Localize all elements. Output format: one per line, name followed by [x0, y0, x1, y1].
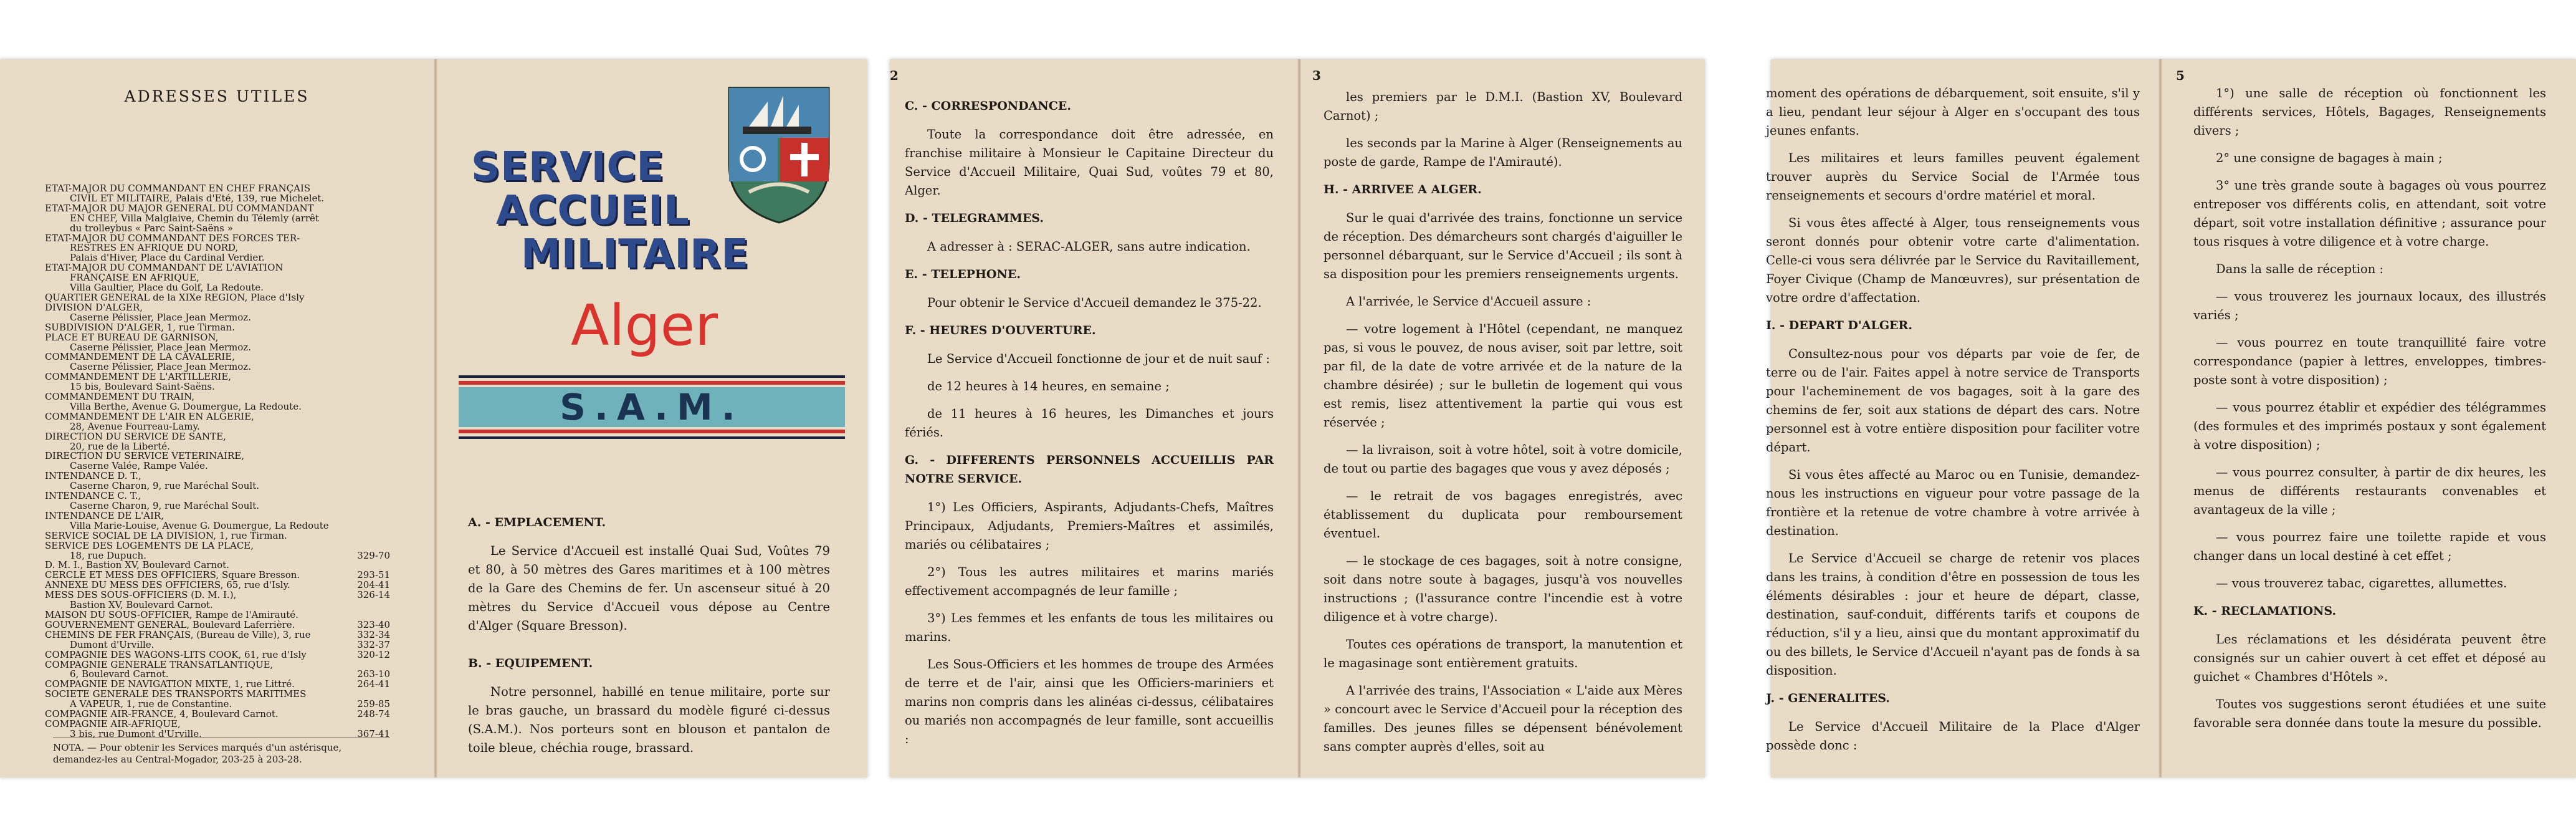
address-phone	[353, 402, 390, 412]
title-line-service: SERVICE	[471, 144, 665, 190]
paragraph: — vous trouverez les journaux locaux, des illustrés variés ;	[2193, 289, 2546, 322]
cover-sections	[468, 508, 830, 766]
section-heading: G. - DIFFERENTS PERSONNELS ACCUEILLIS PAR NOTRE SERVICE.	[905, 453, 1274, 486]
address-text: ETAT-MAJOR DU COMMANDANT DES FORCES TER-	[45, 232, 300, 244]
address-phone	[353, 392, 390, 402]
paragraph: Dans la salle de réception :	[2216, 262, 2384, 276]
paragraph: A adresser à : SERAC-ALGER, sans autre indication.	[927, 239, 1251, 254]
paragraph: moment des opérations de débarquement, soit ensuite, s'il y a lieu, pendant leur séjour à Alger en s'occupant des tous jeunes enfants.	[1766, 86, 2140, 138]
paragraph: Le Service d'Accueil Militaire de la Place d'Alger possède donc :	[1766, 719, 2140, 753]
paragraph: Si vous êtes affecté à Alger, tous renseignements vous seront donnés pour obtenir votre carte d'alimentation. Celle-ci vous sera délivrée par le Service du Ravitaillement, Foyer Civique (Champ de Manœuvres), sur présentation de votre ordre d'affectation.	[1766, 216, 2140, 305]
section-a-heading: A. - EMPLACEMENT.	[468, 516, 606, 529]
address-phone	[353, 313, 390, 323]
paragraph: — vous pourrez en toute tranquillité faire votre correspondance (papier à lettres, enveloppes, timbres-poste sont à votre disposition) ;	[2193, 335, 2546, 387]
addresses-note: NOTA. — Pour obtenir les Services marqués d'un astérisque, demandez-les au Central-Mogador, 203-25 à 203-28.	[53, 738, 390, 766]
address-text: INTENDANCE D. T.,	[45, 470, 141, 482]
cover-city: Alger	[571, 293, 718, 358]
address-phone	[353, 243, 390, 253]
section-heading: H. - ARRIVEE A ALGER.	[1324, 183, 1482, 196]
address-text: Caserne Pélissier, Place Jean Mermoz.	[70, 361, 251, 373]
address-phone	[353, 451, 390, 461]
paragraph: Sur le quai d'arrivée des trains, fonctionne un service de réception. Des démarcheurs sont chargés d'aiguiller le personnel débarquant, sur le Service d'Accueil ; ils sont à sa disposition pour les premiers renseignements urgents.	[1324, 211, 1682, 281]
address-phone	[353, 303, 390, 313]
address-list	[45, 184, 390, 739]
paragraph: Le Service d'Accueil se charge de retenir vos places dans les trains, à condition d'être en possession de tous les éléments désirables : jour et heure de départ, classe, destination, sauf-conduit, différents tarifs et coupons de réduction, s'il y a lieu, ainsi que du montant approximatif du ou des billets, le Service d'Accueil n'ayant pas de fonds à sa disposition.	[1766, 551, 2140, 678]
cover-title	[471, 145, 749, 276]
section-heading: I. - DEPART D'ALGER.	[1766, 319, 1912, 332]
address-phone	[353, 442, 390, 452]
address-phone: 248-74	[357, 708, 390, 720]
address-phone	[353, 214, 390, 224]
address-text: INTENDANCE DE L'AIR,	[45, 509, 164, 521]
address-phone	[353, 362, 390, 372]
paragraph: Toutes ces opérations de transport, la manutention et le magasinage sont entièrement gratuits.	[1324, 637, 1682, 670]
address-phone	[353, 224, 390, 234]
address-text: DIRECTION DU SERVICE DE SANTE,	[45, 430, 226, 442]
page-5	[2159, 59, 2576, 777]
address-text: COMMANDEMENT DE LA CAVALERIE,	[45, 351, 235, 363]
address-text: DIRECTION DU SERVICE VETERINAIRE,	[45, 450, 245, 462]
addresses-panel	[0, 59, 434, 777]
page-3-text	[1324, 88, 1682, 765]
address-text: Caserne Pélissier, Place Jean Mermoz.	[70, 311, 251, 323]
address-text: Palais d'Hiver, Place du Cardinal Verdier.	[70, 252, 265, 264]
page-number: 2	[890, 68, 899, 83]
address-text: du trolleybus « Parc Saint-Saëns »	[70, 222, 233, 234]
address-phone	[353, 372, 390, 382]
address-phone	[353, 600, 390, 610]
address-phone: 329-70	[357, 549, 390, 561]
address-text: SOCIETE GENERALE DES TRANSPORTS MARITIMES	[45, 688, 307, 700]
paragraph: Les Sous-Officiers et les hommes de troupe des Armées de terre et de l'air, ainsi que les Officiers-mariniers et marins non compris dans les alinéas ci-dessus, célibataires ou mariés non accompagnés de leur famille, sont accueillis :	[905, 657, 1274, 746]
address-text: CHEMINS DE FER FRANÇAIS, (Bureau de Ville), 3, rue	[45, 628, 311, 640]
address-text: 28, Avenue Fourreau-Lamy.	[70, 420, 200, 432]
page-number: 5	[2176, 68, 2185, 83]
cover-panel	[434, 59, 867, 777]
address-phone: 264-41	[357, 678, 390, 690]
paragraph: 2° une consigne de bagages à main ;	[2216, 151, 2443, 165]
address-phone	[353, 491, 390, 501]
address-phone	[353, 501, 390, 511]
section-heading: K. - RECLAMATIONS.	[2193, 604, 2337, 618]
brochure-sheet-left	[0, 59, 867, 777]
armband-text: S.A.M.	[560, 386, 744, 428]
address-phone	[353, 184, 390, 194]
section-b-text: Notre personnel, habillé en tenue militaire, porte sur le bras gauche, un brassard du modèle figuré ci-dessus (S.A.M.). Nos porteurs sont en blouson et pantalon de toile bleue, chéchia rouge, brassard.	[468, 685, 830, 755]
paragraph: — la livraison, soit à votre hôtel, soit à votre domicile, de tout ou partie des bagages que vous y avez déposés ;	[1324, 443, 1682, 476]
paragraph: A l'arrivée, le Service d'Accueil assure :	[1346, 294, 1591, 309]
paragraph: Toutes vos suggestions seront étudiées et une suite favorable sera donnée dans toute la mesure du possible.	[2193, 697, 2546, 730]
brochure-sheet-right	[1766, 59, 2576, 777]
section-heading: D. - TELEGRAMMES.	[905, 211, 1044, 225]
title-line-militaire: MILITAIRE	[521, 231, 750, 277]
paragraph: les premiers par le D.M.I. (Bastion XV, Boulevard Carnot) ;	[1324, 90, 1682, 123]
address-text: ANNEXE DU MESS DES OFFICIERS, 65, rue d'Isly.	[45, 579, 290, 591]
page-4-text	[1766, 84, 2140, 764]
address-text: Caserne Charon, 9, rue Maréchal Soult.	[70, 480, 259, 492]
address-phone: 367-41	[357, 728, 390, 739]
address-text: 18, rue Dupuch.	[70, 549, 146, 561]
paragraph: 3° une très grande soute à bagages où vous pourrez entreposer vos différents colis, en attendant, soit votre départ, soit votre installation définitive ; assurance pour tous risques à votre diligence et à votre charge.	[2193, 178, 2546, 249]
address-text: Villa Berthe, Avenue G. Doumergue, La Redoute.	[70, 400, 302, 412]
addresses-title: ADRESSES UTILES	[124, 87, 310, 105]
section-heading: J. - GENERALITES.	[1766, 691, 1890, 705]
address-text: EN CHEF, Villa Malglaive, Chemin du Télemly (arrêt	[70, 212, 319, 224]
address-text: 3 bis, rue Dumont d'Urville.	[70, 728, 202, 739]
address-text: Caserne Pélissier, Place Jean Mermoz.	[70, 341, 251, 353]
address-text: COMMANDEMENT DU TRAIN,	[45, 391, 195, 403]
address-text: COMPAGNIE DE NAVIGATION MIXTE, 1, rue Littré.	[45, 678, 295, 690]
paragraph: — votre logement à l'Hôtel (cependant, ne manquez pas, si vous le pouvez, de nous aviser, soit par lettre, soit par fil, de la date de votre arrivée et de la nature de la chambre désirée) ; sur le bulletin de logement qui vous est remis, lisez attentivement la partie qui vous est réservée ;	[1324, 322, 1682, 430]
address-text: ETAT-MAJOR DU MAJOR GENERAL DU COMMANDANT	[45, 202, 314, 214]
address-phone: 332-34	[357, 628, 390, 640]
address-phone	[353, 194, 390, 204]
paragraph: 2°) Tous les autres militaires et marins mariés effectivement accompagnés de leur famille ;	[905, 565, 1274, 598]
armband-emblem	[459, 375, 845, 378]
paragraph: — vous trouverez tabac, cigarettes, allumettes.	[2216, 576, 2507, 590]
section-b-heading: B. - EQUIPEMENT.	[468, 657, 593, 670]
address-text: 6, Boulevard Carnot.	[70, 668, 169, 680]
address-phone	[353, 343, 390, 353]
paragraph: Les réclamations et les désidérata peuvent être consignés sur un cahier ouvert à cet effet et déposé au guichet « Chambres d'Hôtels ».	[2193, 632, 2546, 684]
paragraph: — vous pourrez consulter, à partir de dix heures, les menus de différents restaurants convenables et avantageux de la ville ;	[2193, 465, 2546, 517]
address-text: COMPAGNIE DES WAGONS-LITS COOK, 61, rue d'Isly	[45, 648, 307, 660]
address-text: MESS DES SOUS-OFFICIERS (D. M. I.),	[45, 589, 237, 601]
address-text: Villa Marie-Louise, Avenue G. Doumergue, La Redoute	[70, 519, 329, 531]
address-phone	[353, 531, 390, 541]
address-phone	[353, 521, 390, 531]
address-text: SERVICE DES LOGEMENTS DE LA PLACE,	[45, 539, 254, 551]
paragraph: Le Service d'Accueil fonctionne de jour et de nuit sauf :	[927, 352, 1270, 366]
address-phone: 323-40	[357, 618, 390, 630]
address-text: 20, rue de la Liberté.	[70, 440, 170, 452]
address-phone	[353, 283, 390, 293]
address-phone	[353, 204, 390, 214]
section-a-text: Le Service d'Accueil est installé Quai Sud, Voûtes 79 et 80, à 50 mètres des Gares maritimes et à 100 mètres de la Gare des Chemins de fer. Un ascenseur situé à 20 mètres du Service d'Accueil vous dépose au Centre d'Alger (Square Bresson).	[468, 544, 830, 633]
page-2-text	[905, 92, 1274, 758]
address-text: Caserne Charon, 9, rue Maréchal Soult.	[70, 500, 259, 511]
address-phone	[353, 293, 390, 303]
address-phone	[353, 481, 390, 491]
address-text: ETAT-MAJOR DU COMMANDANT EN CHEF FRANÇAIS	[45, 183, 311, 194]
address-text: INTENDANCE C. T.,	[45, 490, 141, 502]
address-text: D. M. I., Bastion XV, Boulevard Carnot.	[45, 559, 229, 571]
crest-emblem	[724, 83, 834, 225]
address-text: COMPAGNIE GENERALE TRANSATLANTIQUE,	[45, 658, 274, 670]
address-phone: 204-41	[357, 579, 390, 591]
section-heading: C. - CORRESPONDANCE.	[905, 99, 1071, 113]
paragraph: — le retrait de vos bagages enregistrés, avec établissement du duplicata pour remboursement éventuel.	[1324, 489, 1682, 541]
address-phone	[353, 382, 390, 392]
address-phone	[353, 422, 390, 432]
address-phone	[353, 273, 390, 283]
brochure-sheet-middle	[890, 59, 1705, 777]
address-phone	[353, 511, 390, 521]
page-number: 3	[1312, 68, 1321, 83]
address-phone	[353, 352, 390, 362]
address-text: SUBDIVISION D'ALGER, 1, rue Tirman.	[45, 321, 235, 333]
page-3	[1297, 59, 1705, 777]
address-text: Caserne Valée, Rampe Valée.	[70, 460, 208, 472]
address-text: COMMANDEMENT DE L'AIR EN ALGERIE,	[45, 410, 254, 422]
address-text: COMMANDEMENT DE L'ARTILLERIE,	[45, 371, 232, 383]
address-text: Dumont d'Urville.	[70, 638, 155, 650]
paragraph: les seconds par la Marine à Alger (Renseignements au poste de garde, Rampe de l'Amirauté).	[1324, 136, 1682, 169]
paragraph: 1°) une salle de réception où fonctionnent les différents services, Hôtels, Bagages, Renseignements divers ;	[2193, 86, 2546, 138]
page-4	[1766, 59, 2159, 777]
paragraph: — vous pourrez établir et expédier des télégrammes (des formules et des imprimés postaux y sont également à votre disposition) ;	[2193, 400, 2546, 452]
paragraph: — le stockage de ces bagages, soit à notre consigne, soit dans notre soute à bagages, jusqu'à vos nouvelles instructions ; (l'assurance contre l'incendie est à votre diligence et à votre charge).	[1324, 554, 1682, 624]
address-phone: 259-85	[357, 698, 390, 710]
address-text: 15 bis, Boulevard Saint-Saëns.	[70, 381, 215, 393]
address-text: COMPAGNIE AIR-FRANCE, 4, Boulevard Carnot.	[45, 708, 279, 720]
paragraph: Les militaires et leurs familles peuvent également trouver auprès du Service Social de l'Armée tous renseignements et secours d'ordre matériel et moral.	[1766, 151, 2140, 203]
address-phone: 293-51	[357, 569, 390, 581]
address-phone	[353, 323, 390, 333]
paragraph: Consultez-nous pour vos départs par voie de fer, de terre ou de l'air. Faites appel à notre service de Transports pour l'acheminement de vos bagages, soit à la gare des chemins de fer, soit aux stations de départ des cars. Notre personnel est à votre entière disposition pour faciliter votre départ.	[1766, 347, 2140, 455]
page-5-text	[2193, 84, 2546, 741]
address-text: Villa Gaultier, Place du Golf, La Redoute.	[70, 282, 264, 294]
address-phone: 263-10	[357, 668, 390, 680]
address-phone: 326-14	[357, 589, 390, 601]
paragraph: de 11 heures à 16 heures, les Dimanches et jours fériés.	[905, 407, 1274, 440]
address-phone	[353, 263, 390, 273]
address-text: GOUVERNEMENT GENERAL, Boulevard Laferrière.	[45, 618, 295, 630]
paragraph: 1°) Les Officiers, Aspirants, Adjudants-Chefs, Maîtres Principaux, Adjudants, Premiers-Maîtres et assimilés, mariés ou célibataires ;	[905, 500, 1274, 552]
address-phone: 332-37	[357, 638, 390, 650]
address-text: QUARTIER GENERAL de la XIXe REGION, Place d'Isly	[45, 291, 305, 303]
address-phone	[353, 253, 390, 263]
paragraph: Toute la correspondance doit être adressée, en franchise militaire à Monsieur le Capitaine Directeur du Service d'Accueil Militaire, Quai Sud, voûtes 79 et 80, Alger.	[905, 127, 1274, 198]
paragraph: A l'arrivée des trains, l'Association « L'aide aux Mères » concourt avec le Service d'Accueil pour la réception des familles. Des jeunes filles se dépensent bénévolement sans compter auprès d'elles, soit au	[1324, 683, 1682, 754]
address-text: CIVIL ET MILITAIRE, Palais d'Eté, 139, rue Michelet.	[70, 192, 325, 204]
address-text: Bastion XV, Boulevard Carnot.	[70, 599, 213, 611]
address-phone	[353, 471, 390, 481]
section-heading: E. - TELEPHONE.	[905, 267, 1021, 281]
paragraph: 3°) Les femmes et les enfants de tous les militaires ou marins.	[905, 611, 1274, 644]
address-phone	[353, 333, 390, 343]
address-phone	[353, 432, 390, 442]
page-2	[890, 59, 1297, 777]
address-text: DIVISION D'ALGER,	[45, 301, 143, 313]
address-phone: 320-12	[357, 648, 390, 660]
address-phone	[353, 234, 390, 244]
address-phone	[353, 461, 390, 471]
paragraph: — vous pourrez faire une toilette rapide et vous changer dans un local destiné à cet effet ;	[2193, 530, 2546, 563]
address-text: FRANÇAISE EN AFRIQUE,	[70, 272, 199, 284]
paragraph: de 12 heures à 14 heures, en semaine ;	[927, 379, 1170, 393]
section-heading: F. - HEURES D'OUVERTURE.	[905, 324, 1096, 337]
address-text: SERVICE SOCIAL DE LA DIVISION, 1, rue Tirman.	[45, 529, 287, 541]
address-phone	[353, 412, 390, 422]
paragraph: Si vous êtes affecté au Maroc ou en Tunisie, demandez-nous les instructions en vigueur pour votre passage de la frontière et la retenue de votre chambre à votre arrivée à destination.	[1766, 468, 2140, 538]
address-text: ETAT-MAJOR DU COMMANDANT DE L'AVIATION	[45, 262, 284, 274]
title-line-accueil: ACCUEIL	[496, 188, 690, 234]
paragraph: Pour obtenir le Service d'Accueil demandez le 375-22.	[927, 296, 1262, 310]
address-text: RESTRES EN AFRIQUE DU NORD,	[70, 242, 239, 254]
address-text: CERCLE ET MESS DES OFFICIERS, Square Bresson.	[45, 569, 300, 581]
address-text: COMPAGNIE AIR-AFRIQUE,	[45, 718, 181, 729]
address-text: PLACE ET BUREAU DE GARNISON,	[45, 331, 219, 343]
address-text: MAISON DU SOUS-OFFICIER, Rampe de l'Amirauté.	[45, 609, 298, 620]
address-text: A VAPEUR, 1, rue de Constantine.	[70, 698, 232, 710]
